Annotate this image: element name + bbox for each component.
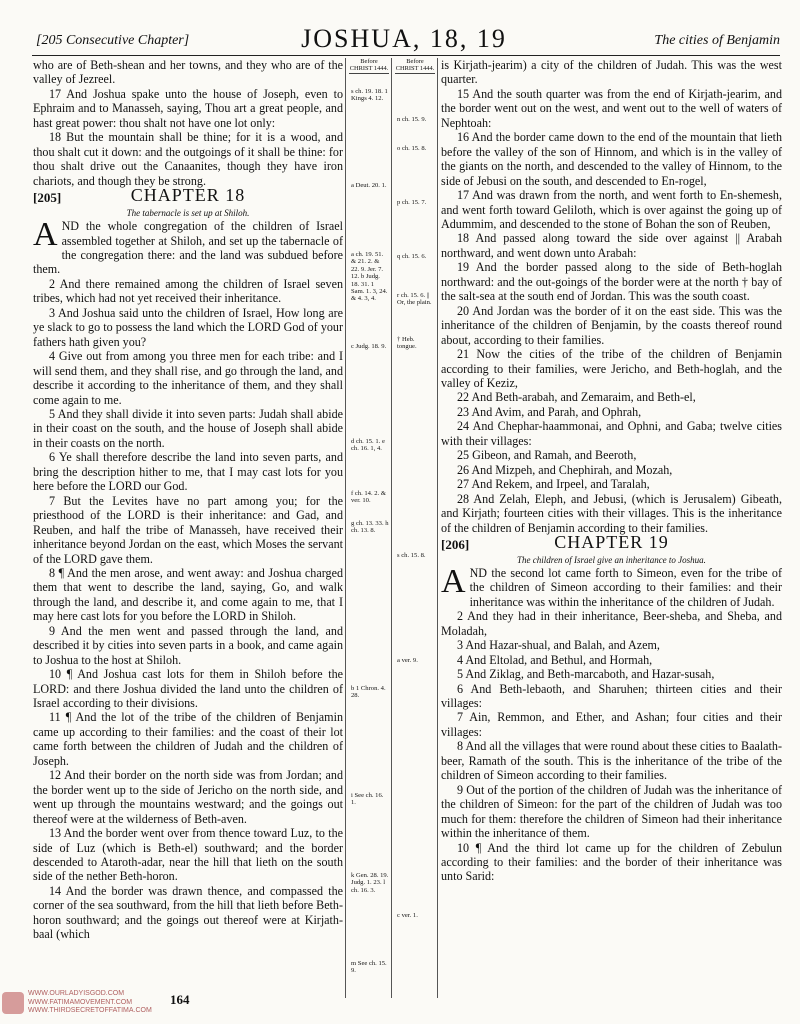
margin-note: q ch. 15. 6. xyxy=(397,253,427,260)
margin-note: † Heb. tongue. xyxy=(397,336,417,351)
chapter-number: [205] xyxy=(33,190,62,206)
running-title: JOSHUA, 18, 19 xyxy=(301,24,507,53)
verse: 28 And Zelah, Eleph, and Jebusi, (which is Jerusalem) Gibeath, and Kirjath; fourteen cities with their villages. This is the inheritance of the children of Benjamin according to their families. xyxy=(441,491,782,535)
verse: 10 ¶ And the third lot came up for the children of Zebulun according to their families: and the border of their inheritance was unto Sarid: xyxy=(441,840,782,884)
watermark-logo-icon xyxy=(2,992,24,1014)
margin-references-a xyxy=(349,58,389,975)
verse: AND the second lot came forth to Simeon, even for the tribe of the children of Simeon according to their families: and their inheritance was within the inheritance of the children of Judah. xyxy=(441,562,782,609)
verse: 13 And the border went over from thence toward Luz, to the side of Luz (which is Beth-el) southward; and the border descended to Ataroth-adar, near the hill that lieth on the south side of the nether Beth-horon. xyxy=(33,826,343,884)
chapter-title: CHAPTER 19 xyxy=(554,531,669,552)
verse: 2 And there remained among the children of Israel seven tribes, which had not yet received their inheritance. xyxy=(33,276,343,306)
margin-note: a Deut. 20. 1. xyxy=(351,182,387,189)
margin-note: g ch. 13. 33. h ch. 13. 8. xyxy=(351,520,389,535)
margin-note: n ch. 15. 9. xyxy=(397,116,427,123)
verse: 2 And they had in their inheritance, Beer-sheba, and Sheba, and Moladah, xyxy=(441,609,782,638)
verse: 22 And Beth-arabah, and Zemaraim, and Beth-el, xyxy=(457,390,696,405)
verse: 18 But the mountain shall be thine; for it is a wood, and thou shalt cut it down: and the outgoings of it shall be thine: for thou shalt drive out the Canaanites, though they have iron chariots, and though they be strong. xyxy=(33,130,343,188)
margin-note: c ver. 1. xyxy=(397,912,418,919)
watermark-text: WWW.OURLADYISGOD.COM WWW.FATIMAMOVEMENT.COM WWW.THIRDSECRETOFFATIMA.COM xyxy=(28,990,152,1014)
verse: 19 And the border passed along to the side of Beth-hoglah northward: and the out-goings of the border were at the north † bay of the salt-sea at the south end of Jordan. This was the south coast. xyxy=(441,260,782,304)
verse: 25 Gibeon, and Ramah, and Beeroth, xyxy=(457,448,637,463)
margin-references-b xyxy=(395,58,435,919)
verse: 6 Ye shall therefore describe the land into seven parts, and bring the description hither to me, that I may cast lots for you here before the LORD our God. xyxy=(33,450,343,494)
chapter-title: CHAPTER 18 xyxy=(130,185,246,206)
margin-note: s ch. 15. 8. xyxy=(397,552,426,559)
margin-note: c Judg. 18. 9. xyxy=(351,343,387,350)
verse: who are of Beth-shean and her towns, and they who are of the valley of Jezreel. xyxy=(33,58,343,87)
verse: 9 Out of the portion of the children of Judah was the inheritance of the children of Simeon: for the part of the children of Judah was too much for them: therefore the children of Simeon had their inheritance within the inheritance of them. xyxy=(441,782,782,841)
margin-note: a ver. 9. xyxy=(397,657,418,664)
page-header xyxy=(28,24,780,54)
margin-note: d ch. 15. 1. e ch. 16. 1, 4. xyxy=(351,438,385,453)
margin-note: o ch. 15. 8. xyxy=(397,145,427,152)
margin-date-heading: Before CHRIST 1444. xyxy=(395,58,435,72)
verse: 7 Ain, Remmon, and Ether, and Ashan; four cities and their villages: xyxy=(441,710,782,739)
verse: 3 And Hazar-shual, and Balah, and Azem, xyxy=(457,638,660,653)
verse: 3 And Joshua said unto the children of Israel, How long are ye slack to go to possess the land which the LORD God of your fathers hath given you? xyxy=(33,305,343,349)
verse: 24 And Chephar-haammonai, and Ophni, and Gaba; twelve cities with their villages: xyxy=(441,419,782,448)
verse: 15 And the south quarter was from the end of Kirjath-jearim, and the border went out on the west, and went out to the well of waters of Nephtoah: xyxy=(441,86,782,130)
verse: 6 And Beth-lebaoth, and Sharuhen; thirteen cities and their villages: xyxy=(441,681,782,711)
verse: 27 And Rekem, and Irpeel, and Taralah, xyxy=(457,477,650,492)
margin-note: m See ch. 15. 9. xyxy=(351,960,387,975)
verse: 20 And Jordan was the border of it on the east side. This was the inheritance of the children of Benjamin, by the coasts thereof round about, according to their families. xyxy=(441,303,782,347)
header-rule xyxy=(32,55,780,56)
verse: 16 And the border came down to the end of the mountain that lieth before the valley of the son of Hinnom, and which is in the valley of the giants on the north, and descended to the valley of Hinnom, to the side of Jebusi on the south, and descended to En-rogel, xyxy=(441,130,782,188)
column-divider xyxy=(391,58,392,998)
page-footer xyxy=(0,988,800,1024)
left-text-column xyxy=(33,58,343,942)
verse: 14 And the border was drawn thence, and compassed the corner of the sea southward, from the hill that lieth before Beth-horon southward; and the goings out thereof were at Kirjath-baal (which xyxy=(33,883,343,942)
chapter-heading xyxy=(33,185,343,208)
verse: 4 And Eltolad, and Bethul, and Hormah, xyxy=(457,652,653,667)
margin-note: b 1 Chron. 4. 28. xyxy=(351,685,386,700)
verse: 9 And the men went and passed through the land, and described it by cities into seven parts in a book, and came again to Joshua to the host at Shiloh. xyxy=(33,623,343,667)
margin-note: a ch. 19. 51. & 21. 2. & 22. 9. Jer. 7. 12. b Judg. 18. 31. 1 Sam. 1. 3, 24. & 4. 3, 4. xyxy=(351,251,388,303)
chapter-heading xyxy=(441,531,782,555)
margin-note: p ch. 15. 7. xyxy=(397,199,427,206)
verse: 12 And their border on the north side was from Jordan; and the border went up to the side of Jericho on the north side, and went up through the mountains westward; and the goings out thereof were at the wilderness of Beth-aven. xyxy=(33,768,343,826)
page-number: 164 xyxy=(170,992,190,1007)
margin-date-heading: Before CHRIST 1444. xyxy=(349,58,389,72)
margin-note: i See ch. 16. 1. xyxy=(351,792,384,807)
verse: 23 And Avim, and Parah, and Ophrah, xyxy=(457,404,642,419)
verse: 7 But the Levites have no part among you; for the priesthood of the LORD is their inheritance: and Gad, and Reuben, and half the tribe of Manasseh, have received their inheritance beyond Jordan on the east, which Moses the servant of the LORD gave them. xyxy=(33,493,343,566)
right-text-column xyxy=(441,58,782,884)
verse: 17 And Joshua spake unto the house of Joseph, even to Ephraim and to Manasseh, saying, Thou art a great people, and hast great power: thou shalt not have one lot only: xyxy=(33,86,343,130)
drop-cap: A xyxy=(33,216,58,254)
verse: 10 ¶ And Joshua cast lots for them in Shiloh before the LORD: and there Joshua divided the land unto the children of Israel according to their divisions. xyxy=(33,667,343,711)
chapter-summary: The children of Israel give an inheritance to Joshua. xyxy=(517,554,706,565)
verse: 4 Give out from among you three men for each tribe: and I will send them, and they shall rise, and go through the land, and describe it according to the inheritance of them, and they shall come again to me. xyxy=(33,349,343,407)
verse: 26 And Mizpeh, and Chephirah, and Mozah, xyxy=(457,462,673,477)
margin-note: f ch. 14. 2. & ver. 10. xyxy=(351,490,386,505)
drop-cap: A xyxy=(441,562,466,600)
margin-note: r ch. 15. 6. || Or, the plain. xyxy=(397,292,432,307)
verse: 5 And Ziklag, and Beth-marcaboth, and Hazar-susah, xyxy=(457,667,715,682)
column-divider xyxy=(437,58,438,998)
chapter-summary: The tabernacle is set up at Shiloh. xyxy=(126,208,250,219)
margin-note: k Gen. 28. 19. Judg. 1. 23. l ch. 16. 3. xyxy=(351,872,389,894)
verse: AND the whole congregation of the children of Israel assembled together at Shiloh, and set up the tabernacle of the congregation there: and the land was subdued before them. xyxy=(33,216,343,277)
consecutive-chapter-label: [205 Consecutive Chapter] xyxy=(36,33,190,48)
verse: 17 And was drawn from the north, and went forth to En-shemesh, and went forth toward Geliloth, which is over against the going up of Adummim, and descended to the stone of Bohan the son of Reuben, xyxy=(441,188,782,231)
margin-note: s ch. 19. 18. 1 Kings 4. 12. xyxy=(351,88,388,103)
verse: 11 ¶ And the lot of the tribe of the children of Benjamin came up according to their families: and the coast of their lot came forth between the children of Judah and the children of Joseph. xyxy=(33,710,343,768)
verse: is Kirjath-jearim) a city of the children of Judah. This was the west quarter. xyxy=(441,58,782,87)
verse: 8 ¶ And the men arose, and went away: and Joshua charged them that went to describe the land, saying, Go, and walk through the land, and describe it, and come again to me, that I may here cast lots for you before the LORD in Shiloh. xyxy=(33,565,343,624)
verse: 21 Now the cities of the tribe of the children of Benjamin according to their families, were Jericho, and Beth-hoglah, and the valley of Keziz, xyxy=(441,347,782,390)
column-divider xyxy=(345,58,346,998)
verse: 8 And all the villages that were round about these cities to Baalath-beer, Ramath of the south. This is the inheritance of the tribe of the children of Simeon according to their families. xyxy=(441,739,782,783)
verse: 5 And they shall divide it into seven parts: Judah shall abide in their coast on the south, and the house of Joseph shall abide in their coasts on the north. xyxy=(33,406,343,450)
verse: 18 And passed along toward the side over against || Arabah northward, and went down unto Arabah: xyxy=(441,231,782,260)
section-title: The cities of Benjamin xyxy=(654,33,780,48)
chapter-number: [206] xyxy=(441,536,470,552)
